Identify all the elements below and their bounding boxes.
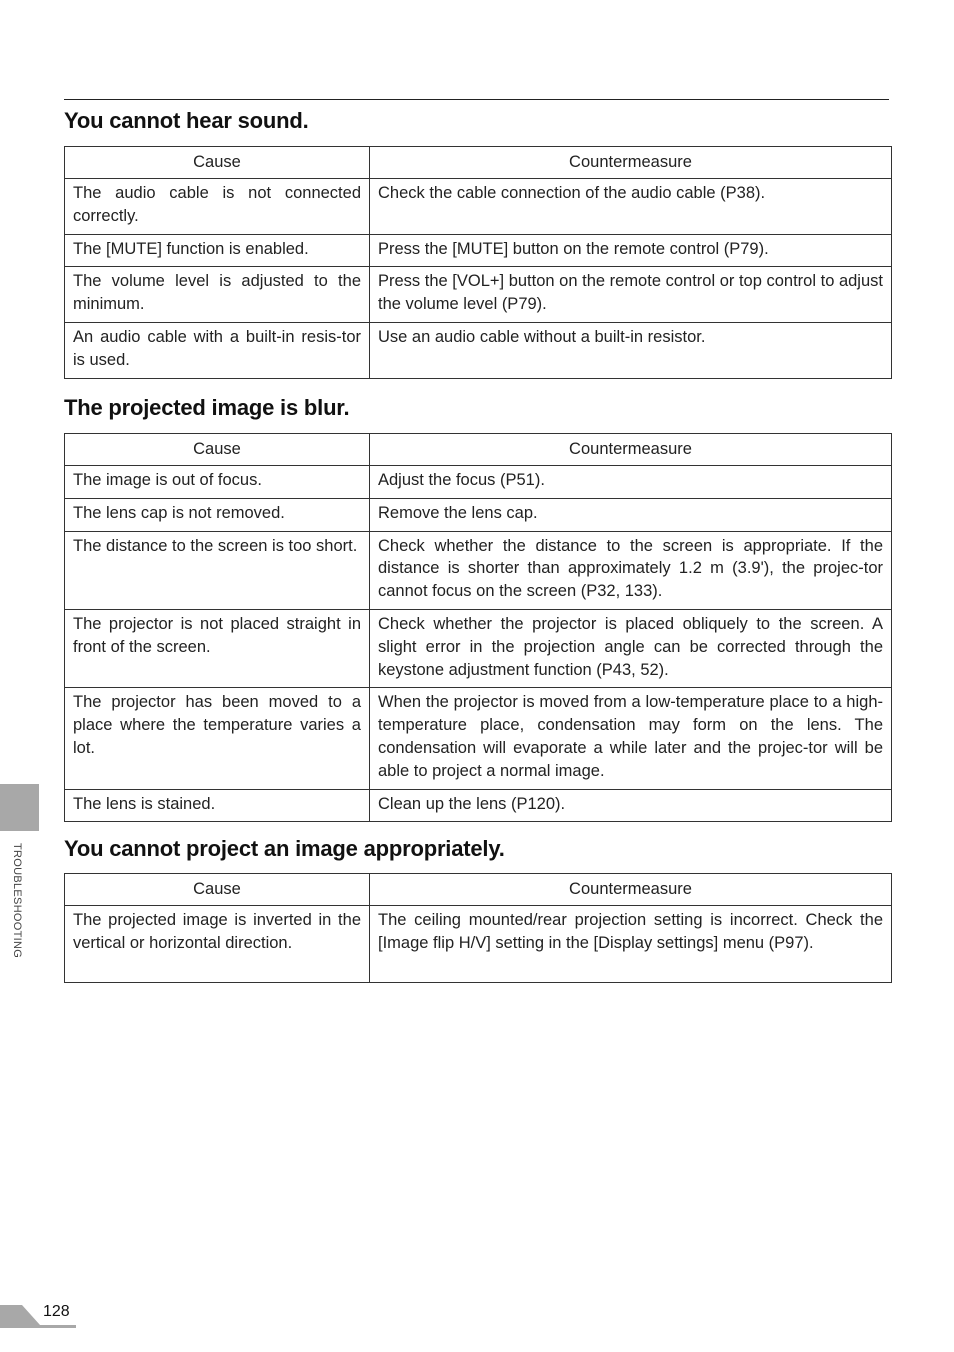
chapter-tab: [0, 784, 39, 831]
cause-cell: The lens is stained.: [65, 789, 370, 822]
cause-header: Cause: [65, 434, 370, 466]
page-number: 128: [43, 1303, 70, 1320]
cause-cell: The projected image is inverted in the vertical or horizontal direction.: [65, 906, 370, 983]
countermeasure-cell: Clean up the lens (P120).: [370, 789, 892, 822]
table-row: [65, 906, 892, 983]
sound-troubleshooting-table: [64, 146, 892, 379]
countermeasure-cell: Press the [MUTE] button on the remote control (P79).: [370, 234, 892, 267]
table-row: [65, 688, 892, 789]
countermeasure-header: Countermeasure: [370, 434, 892, 466]
countermeasure-header: Countermeasure: [370, 147, 892, 179]
blur-troubleshooting-table: [64, 433, 892, 822]
cause-cell: The lens cap is not removed.: [65, 498, 370, 531]
countermeasure-cell: Remove the lens cap.: [370, 498, 892, 531]
table-header-row: [65, 147, 892, 179]
table-header-row: [65, 874, 892, 906]
cause-cell: The audio cable is not connected correctly.: [65, 179, 370, 235]
cause-cell: The volume level is adjusted to the minimum.: [65, 267, 370, 323]
table-row: [65, 609, 892, 687]
countermeasure-header: Countermeasure: [370, 874, 892, 906]
cause-cell: The [MUTE] function is enabled.: [65, 234, 370, 267]
countermeasure-cell: Check the cable connection of the audio cable (P38).: [370, 179, 892, 235]
project-troubleshooting-table: [64, 873, 892, 983]
table-row: [65, 267, 892, 323]
cause-cell: The image is out of focus.: [65, 466, 370, 499]
cause-cell: An audio cable with a built-in resis-tor is used.: [65, 322, 370, 378]
countermeasure-cell: The ceiling mounted/rear projection setting is incorrect. Check the [Image flip H/V] setting in the [Display settings] menu (P97).: [370, 906, 892, 983]
table-row: [65, 466, 892, 499]
countermeasure-cell: Check whether the projector is placed obliquely to the screen. A slight error in the projection angle can be corrected through the keystone adjustment function (P43, 52).: [370, 609, 892, 687]
cause-header: Cause: [65, 874, 370, 906]
section-title-project: You cannot project an image appropriately.: [64, 836, 505, 861]
countermeasure-cell: Adjust the focus (P51).: [370, 466, 892, 499]
chapter-label: TROUBLESHOOTING: [11, 843, 23, 959]
cause-cell: The distance to the screen is too short.: [65, 531, 370, 609]
table-row: [65, 234, 892, 267]
cause-cell: The projector is not placed straight in front of the screen.: [65, 609, 370, 687]
table-row: [65, 179, 892, 235]
section-title-blur: The projected image is blur.: [64, 395, 350, 420]
table-row: [65, 789, 892, 822]
top-rule: [64, 99, 889, 100]
table-row: [65, 498, 892, 531]
section-title-sound: You cannot hear sound.: [64, 108, 309, 133]
cause-header: Cause: [65, 147, 370, 179]
table-row: [65, 531, 892, 609]
table-row: [65, 322, 892, 378]
table-header-row: [65, 434, 892, 466]
countermeasure-cell: Press the [VOL+] button on the remote control or top control to adjust the volume level (P79).: [370, 267, 892, 323]
countermeasure-cell: When the projector is moved from a low-temperature place to a high-temperature place, condensation may form on the lens. The condensation will evaporate a while later and the projec-tor will be able to project a normal image.: [370, 688, 892, 789]
countermeasure-cell: Check whether the distance to the screen is appropriate. If the distance is shorter than approximately 1.2 m (3.9'), the projec-tor cannot focus on the screen (P32, 133).: [370, 531, 892, 609]
cause-cell: The projector has been moved to a place where the temperature varies a lot.: [65, 688, 370, 789]
countermeasure-cell: Use an audio cable without a built-in resistor.: [370, 322, 892, 378]
